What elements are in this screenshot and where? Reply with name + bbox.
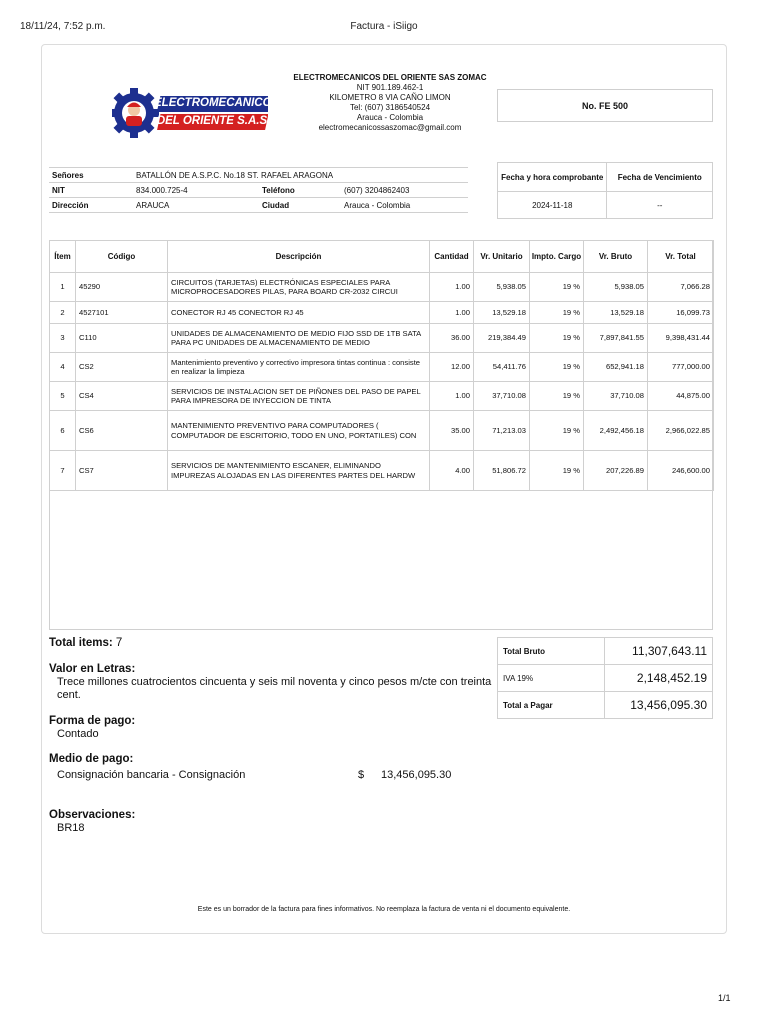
- item-unit-price: 5,938.05: [474, 273, 530, 302]
- item-description: SERVICIOS DE INSTALACION SET DE PIÑONES DEL PASO DE PAPEL PARA IMPRESORA DE INYECCION DE TINTA: [168, 382, 430, 411]
- item-description: MANTENIMIENTO PREVENTIVO PARA COMPUTADORES ( COMPUTADOR DE ESCRITORIO, TODO EN UNO, PORTATILES) CON: [168, 411, 430, 451]
- item-total: 44,875.00: [648, 382, 714, 411]
- item-quantity: 4.00: [430, 451, 474, 491]
- items-header-row: [50, 241, 714, 273]
- total-pagar-value: 13,456,095.30: [605, 692, 713, 719]
- total-items: [49, 637, 122, 649]
- medio-pago-value: Consignación bancaria - Consignación: [57, 769, 246, 781]
- item-tax: 19 %: [530, 324, 584, 353]
- item-quantity: 35.00: [430, 411, 474, 451]
- item-number: 1: [50, 273, 76, 302]
- forma-pago-label: Forma de pago:: [49, 715, 136, 727]
- item-unit-price: 51,806.72: [474, 451, 530, 491]
- item-total: 16,099.73: [648, 302, 714, 324]
- vencimiento-value: --: [607, 192, 713, 219]
- item-gross: 13,529.18: [584, 302, 648, 324]
- item-code: CS7: [76, 451, 168, 491]
- item-unit-price: 54,411.76: [474, 353, 530, 382]
- client-info-table: [49, 167, 468, 213]
- item-gross: 7,897,841.55: [584, 324, 648, 353]
- col-total: Vr. Total: [648, 241, 714, 273]
- senores-label: Señores: [49, 168, 133, 183]
- total-pagar-label: Total a Pagar: [498, 692, 605, 719]
- item-row: [50, 273, 714, 302]
- item-description: CONECTOR RJ 45 CONECTOR RJ 45: [168, 302, 430, 324]
- telefono-label: Teléfono: [259, 183, 341, 198]
- item-row: [50, 451, 714, 491]
- item-total: 2,966,022.85: [648, 411, 714, 451]
- item-total: 9,398,431.44: [648, 324, 714, 353]
- observaciones-label: Observaciones:: [49, 809, 136, 821]
- nit-label: NIT: [49, 183, 133, 198]
- gear-mascot-icon: [112, 88, 280, 138]
- forma-pago-value: Contado: [57, 728, 99, 740]
- item-code: 4527101: [76, 302, 168, 324]
- item-unit-price: 13,529.18: [474, 302, 530, 324]
- total-items-label: Total items:: [49, 637, 113, 649]
- dates-table: [497, 162, 713, 219]
- vencimiento-label: Fecha de Vencimiento: [607, 163, 713, 192]
- direccion-label: Dirección: [49, 198, 133, 213]
- print-datetime: 18/11/24, 7:52 p.m.: [20, 21, 106, 32]
- col-impto: Impto. Cargo: [530, 241, 584, 273]
- page-number: 1/1: [718, 993, 731, 1003]
- item-number: 7: [50, 451, 76, 491]
- ciudad-value: Arauca - Colombia: [341, 198, 468, 213]
- item-description: UNIDADES DE ALMACENAMIENTO DE MEDIO FIJO SSD DE 1TB SATA PARA PC UNIDADES DE ALMACENAMIENTO DE MEDIO: [168, 324, 430, 353]
- item-tax: 19 %: [530, 353, 584, 382]
- item-total: 246,600.00: [648, 451, 714, 491]
- item-quantity: 1.00: [430, 273, 474, 302]
- col-bruto: Vr. Bruto: [584, 241, 648, 273]
- footer-note: Este es un borrador de la factura para fines informativos. No reemplaza la factura de venta ni el documento equivalente.: [197, 906, 571, 913]
- item-row: [50, 353, 714, 382]
- item-row: [50, 382, 714, 411]
- item-code: CS6: [76, 411, 168, 451]
- company-name: ELECTROMECANICOS DEL ORIENTE SAS ZOMAC: [293, 73, 487, 82]
- item-unit-price: 219,384.49: [474, 324, 530, 353]
- iva-value: 2,148,452.19: [605, 665, 713, 692]
- item-total: 7,066.28: [648, 273, 714, 302]
- item-unit-price: 71,213.03: [474, 411, 530, 451]
- item-tax: 19 %: [530, 411, 584, 451]
- item-quantity: 36.00: [430, 324, 474, 353]
- item-number: 4: [50, 353, 76, 382]
- item-description: SERVICIOS DE MANTENIMIENTO ESCANER, ELIMINANDO IMPUREZAS ALOJADAS EN LAS DIFERENTES PARTES DEL HARDW: [168, 451, 430, 491]
- item-gross: 207,226.89: [584, 451, 648, 491]
- item-gross: 2,492,456.18: [584, 411, 648, 451]
- telefono-value: (607) 3204862403: [341, 183, 468, 198]
- item-row: [50, 302, 714, 324]
- col-item: Ítem: [50, 241, 76, 273]
- logo-text-line2: DEL ORIENTE S.A.S: [156, 115, 268, 127]
- item-unit-price: 37,710.08: [474, 382, 530, 411]
- item-total: 777,000.00: [648, 353, 714, 382]
- invoice-number: No. FE 500: [497, 89, 713, 122]
- item-tax: 19 %: [530, 302, 584, 324]
- col-descripcion: Descripción: [168, 241, 430, 273]
- company-nit: NIT 901.189.462-1: [356, 83, 424, 92]
- valor-letras-label: Valor en Letras:: [49, 663, 136, 675]
- item-row: [50, 324, 714, 353]
- totals-table: [497, 637, 713, 719]
- observaciones-value: BR18: [57, 822, 85, 834]
- item-number: 3: [50, 324, 76, 353]
- ciudad-label: Ciudad: [259, 198, 341, 213]
- company-address: KILOMETRO 8 VIA CAÑO LIMON: [329, 93, 451, 102]
- item-quantity: 12.00: [430, 353, 474, 382]
- direccion-value: ARAUCA: [133, 198, 259, 213]
- iva-label: IVA 19%: [498, 665, 605, 692]
- fecha-label: Fecha y hora comprobante: [498, 163, 607, 192]
- item-description: CIRCUITOS (TARJETAS) ELECTRÓNICAS ESPECIALES PARA MICROPROCESADORES PILAS, PARA BOARD CR-2032 CIRCUI: [168, 273, 430, 302]
- item-description: Mantenimiento preventivo y correctivo impresora tintas continua : consiste en realizar la limpieza: [168, 353, 430, 382]
- col-unitario: Vr. Unitario: [474, 241, 530, 273]
- item-number: 2: [50, 302, 76, 324]
- total-bruto-label: Total Bruto: [498, 638, 605, 665]
- col-codigo: Código: [76, 241, 168, 273]
- item-quantity: 1.00: [430, 382, 474, 411]
- items-table: [49, 240, 714, 491]
- item-number: 6: [50, 411, 76, 451]
- item-gross: 37,710.08: [584, 382, 648, 411]
- item-number: 5: [50, 382, 76, 411]
- total-bruto-value: 11,307,643.11: [605, 638, 713, 665]
- medio-pago-currency: $: [358, 769, 365, 781]
- company-info: [248, 73, 532, 133]
- company-logo: [112, 88, 280, 138]
- item-tax: 19 %: [530, 273, 584, 302]
- company-city: Arauca - Colombia: [356, 113, 424, 122]
- item-gross: 5,938.05: [584, 273, 648, 302]
- item-quantity: 1.00: [430, 302, 474, 324]
- item-code: CS2: [76, 353, 168, 382]
- print-title: Factura - iSiigo: [350, 21, 418, 32]
- logo-text-line1: ELECTROMECANICOS: [154, 97, 280, 109]
- fecha-value: 2024-11-18: [498, 192, 607, 219]
- senores-value: BATALLÓN DE A.S.P.C. No.18 ST. RAFAEL ARAGONA: [133, 168, 468, 183]
- item-tax: 19 %: [530, 382, 584, 411]
- medio-pago-amount: 13,456,095.30: [381, 769, 452, 781]
- medio-pago-label: Medio de pago:: [49, 753, 134, 765]
- company-tel: Tel: (607) 3186540524: [349, 103, 431, 112]
- item-code: C110: [76, 324, 168, 353]
- item-code: 45290: [76, 273, 168, 302]
- item-tax: 19 %: [530, 451, 584, 491]
- item-code: CS4: [76, 382, 168, 411]
- item-row: [50, 411, 714, 451]
- total-items-value: 7: [115, 637, 123, 649]
- item-gross: 652,941.18: [584, 353, 648, 382]
- valor-letras-value: Trece millones cuatrocientos cincuenta y seis mil noventa y cinco pesos m/cte con treinta cent.: [57, 676, 492, 701]
- col-cantidad: Cantidad: [430, 241, 474, 273]
- nit-value: 834.000.725-4: [133, 183, 259, 198]
- company-email: electromecanicossaszomac@gmail.com: [318, 123, 462, 132]
